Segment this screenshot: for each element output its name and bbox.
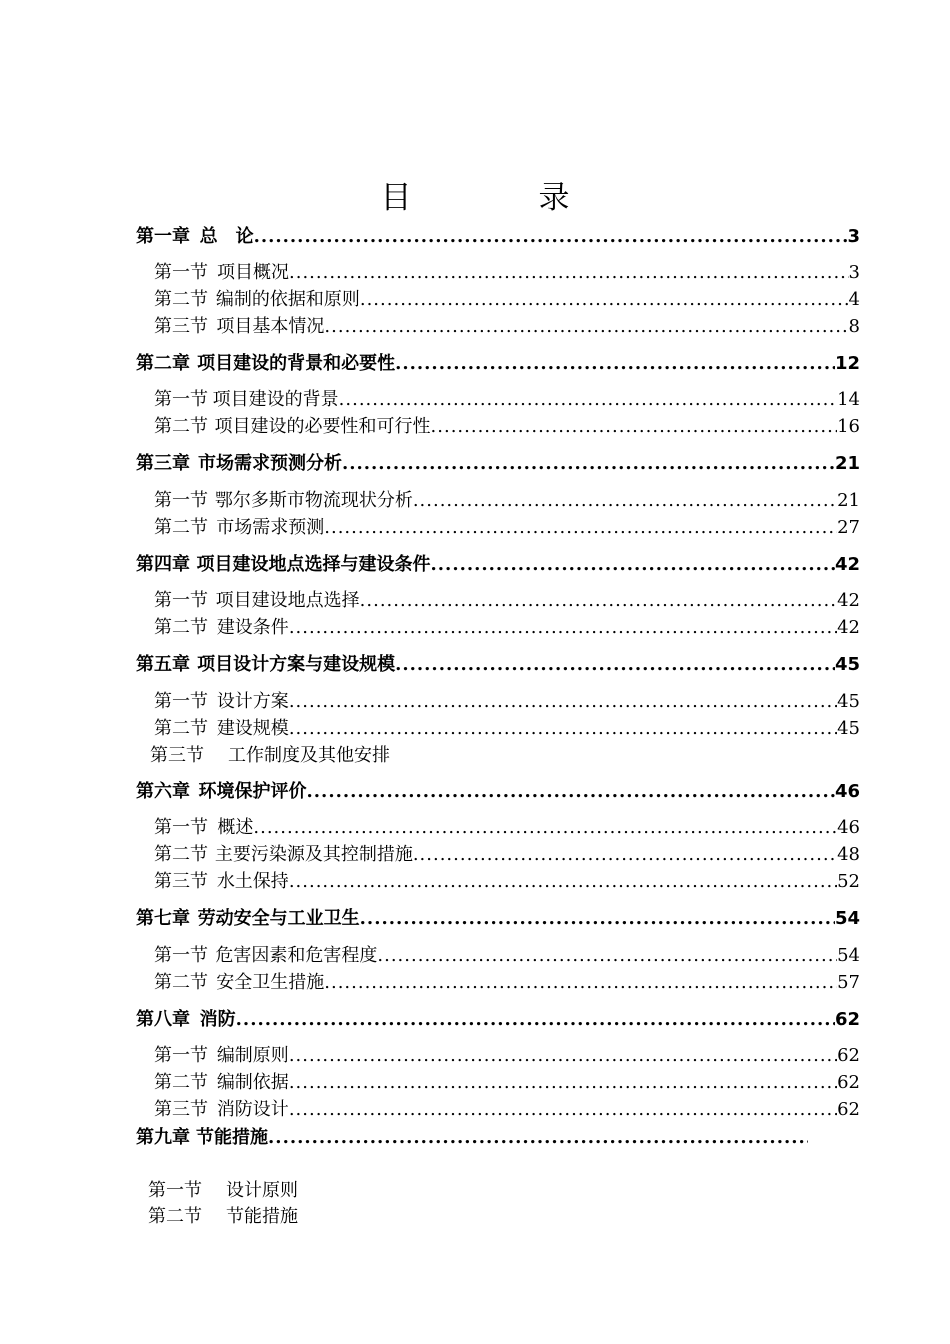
section-title: 危害因素和危害程度: [215, 945, 378, 966]
chapter-number: 第四章: [136, 554, 190, 575]
page-number: 48: [837, 844, 860, 865]
chapter-number: 第二章: [136, 353, 190, 374]
leader-dots: [253, 817, 837, 838]
page-number: 62: [834, 1009, 860, 1030]
toc-section-1-3[interactable]: [154, 312, 860, 338]
section-title: 建设条件: [216, 617, 289, 638]
chapter-number: 第一章: [136, 226, 190, 247]
section-title: 市场需求预测: [216, 517, 325, 538]
page-number: 62: [837, 1099, 860, 1120]
chapter-number: 第八章: [136, 1009, 190, 1030]
section-title: 设计方案: [216, 691, 289, 712]
section-title: 水土保持: [216, 871, 289, 892]
section-title: 项目建设地点选择: [215, 590, 360, 611]
section-number: 第二节: [154, 617, 208, 638]
section-title: 节能措施: [226, 1206, 298, 1227]
toc-section-1-1[interactable]: [154, 258, 860, 284]
toc-chapter-1[interactable]: [136, 222, 860, 248]
toc-chapter-7[interactable]: [136, 904, 860, 930]
leader-dots: [413, 844, 837, 865]
leader-dots: [360, 590, 837, 611]
page-number: 14: [837, 389, 860, 410]
page-number: 45: [834, 654, 860, 675]
page-number: 4: [848, 289, 860, 310]
leader-dots: [268, 1127, 808, 1148]
leader-dots: [395, 654, 835, 675]
toc-section-6-2[interactable]: [154, 840, 860, 866]
page-number: 54: [834, 908, 860, 929]
toc-chapter-4[interactable]: [136, 550, 860, 576]
leader-dots: [289, 871, 837, 892]
toc-section-7-1[interactable]: [154, 941, 860, 967]
page-number: 42: [837, 617, 860, 638]
toc-section-4-2[interactable]: [154, 613, 860, 639]
section-title: 编制的依据和原则: [215, 289, 360, 310]
toc-section-3-1[interactable]: [154, 486, 860, 512]
section-number: 第二节: [154, 289, 208, 310]
leader-dots: [342, 453, 835, 474]
chapter-title: 项目建设的背景和必要性: [197, 353, 396, 374]
page-number: 62: [837, 1045, 860, 1066]
leader-dots: [289, 691, 837, 712]
toc-section-8-2[interactable]: [154, 1068, 860, 1094]
chapter-number: 第九章: [136, 1127, 190, 1148]
section-number: 第三节: [150, 745, 204, 766]
page-number: 12: [834, 353, 860, 374]
page-number: 57: [837, 972, 860, 993]
chapter-title: 项目设计方案与建设规模: [197, 654, 396, 675]
toc-section-9-1[interactable]: [148, 1176, 298, 1202]
section-title: 编制依据: [216, 1072, 289, 1093]
section-title: 项目建设的背景: [212, 389, 339, 410]
leader-dots: [236, 1009, 835, 1030]
leader-dots: [289, 718, 837, 739]
section-number: 第一节: [154, 1045, 208, 1066]
section-number: 第二节: [154, 416, 208, 437]
section-number: 第二节: [148, 1206, 202, 1227]
toc-section-7-2[interactable]: [154, 968, 860, 994]
section-title: 编制原则: [216, 1045, 289, 1066]
chapter-title: 消防: [199, 1009, 236, 1030]
leader-dots: [339, 389, 837, 410]
toc-chapter-9[interactable]: [136, 1123, 808, 1149]
section-number: 第一节: [154, 490, 208, 511]
leader-dots: [324, 316, 848, 337]
toc-section-5-2[interactable]: [154, 714, 860, 740]
section-number: 第二节: [154, 517, 208, 538]
section-number: 第一节: [154, 389, 208, 410]
section-number: 第一节: [154, 691, 208, 712]
page-number: 3: [847, 226, 860, 247]
toc-section-6-1[interactable]: [154, 813, 860, 839]
section-number: 第三节: [154, 316, 208, 337]
section-number: 第一节: [154, 945, 208, 966]
section-number: 第二节: [154, 844, 208, 865]
page-number: 54: [837, 945, 860, 966]
toc-section-3-2[interactable]: [154, 513, 860, 539]
section-title: 安全卫生措施: [216, 972, 325, 993]
toc-section-6-3[interactable]: [154, 867, 860, 893]
leader-dots: [324, 517, 837, 538]
section-number: 第三节: [154, 871, 208, 892]
leader-dots: [289, 617, 837, 638]
chapter-number: 第三章: [136, 453, 190, 474]
section-number: 第二节: [154, 718, 208, 739]
leader-dots: [360, 908, 835, 929]
toc-section-5-3[interactable]: [150, 741, 390, 767]
toc-section-2-2[interactable]: [154, 412, 860, 438]
leader-dots: [431, 554, 835, 575]
section-title: 消防设计: [216, 1099, 289, 1120]
toc-chapter-8[interactable]: [136, 1005, 860, 1031]
section-number: 第二节: [154, 1072, 208, 1093]
page-number: 62: [837, 1072, 860, 1093]
section-title: 工作制度及其他安排: [228, 745, 390, 766]
section-title: 设计原则: [226, 1180, 298, 1201]
toc-chapter-5[interactable]: [136, 650, 860, 676]
toc-section-8-1[interactable]: [154, 1041, 860, 1067]
section-title: 项目建设的必要性和可行性: [214, 416, 431, 437]
toc-section-2-1[interactable]: [154, 385, 860, 411]
chapter-title: 节能措施: [196, 1127, 269, 1148]
leader-dots: [324, 972, 837, 993]
section-number: 第一节: [154, 590, 208, 611]
toc-section-5-1[interactable]: [154, 687, 860, 713]
leader-dots: [254, 226, 848, 247]
chapter-number: 第五章: [136, 654, 190, 675]
toc-title: 目 录: [380, 180, 618, 216]
chapter-title: 市场需求预测分析: [197, 453, 342, 474]
section-number: 第一节: [148, 1180, 202, 1201]
toc-section-1-2[interactable]: [154, 285, 860, 311]
toc-chapter-2[interactable]: [136, 349, 860, 375]
page-number: 21: [837, 490, 860, 511]
chapter-title: 项目建设地点选择与建设条件: [196, 554, 431, 575]
page-number: 46: [837, 817, 860, 838]
page-number: 45: [837, 691, 860, 712]
page-number: 8: [848, 316, 860, 337]
toc-section-9-2[interactable]: [148, 1202, 298, 1228]
chapter-title: 环境保护评价: [198, 781, 307, 802]
leader-dots: [413, 490, 837, 511]
section-title: 建设规模: [216, 718, 289, 739]
chapter-number: 第七章: [136, 908, 190, 929]
page-number: 42: [837, 590, 860, 611]
leader-dots: [395, 353, 835, 374]
chapter-title: 劳动安全与工业卫生: [197, 908, 360, 929]
section-title: 概述: [217, 817, 254, 838]
section-number: 第二节: [154, 972, 208, 993]
section-title: 鄂尔多斯市物流现状分析: [214, 490, 413, 511]
toc-chapter-6[interactable]: [136, 777, 860, 803]
toc-section-8-3[interactable]: [154, 1095, 860, 1121]
section-title: 项目基本情况: [216, 316, 325, 337]
leader-dots: [289, 1099, 837, 1120]
chapter-number: 第六章: [136, 781, 190, 802]
section-number: 第一节: [154, 262, 208, 283]
section-number: 第三节: [154, 1099, 208, 1120]
toc-chapter-3[interactable]: [136, 449, 860, 475]
page-number: 16: [837, 416, 860, 437]
toc-section-4-1[interactable]: [154, 586, 860, 612]
leader-dots: [289, 1045, 837, 1066]
page-number: 46: [834, 781, 860, 802]
leader-dots: [289, 1072, 837, 1093]
leader-dots: [360, 289, 849, 310]
leader-dots: [289, 262, 849, 283]
page-number: 3: [848, 262, 860, 283]
page-number: 52: [837, 871, 860, 892]
section-title: 主要污染源及其控制措施: [214, 844, 413, 865]
leader-dots: [431, 416, 838, 437]
chapter-title: 总 论: [199, 226, 254, 247]
leader-dots: [307, 781, 835, 802]
page-number: 45: [837, 718, 860, 739]
page-number: 27: [837, 517, 860, 538]
section-number: 第一节: [154, 817, 208, 838]
leader-dots: [377, 945, 837, 966]
page-number: 42: [834, 554, 860, 575]
section-title: 项目概况: [217, 262, 289, 283]
page-number: 21: [834, 453, 860, 474]
